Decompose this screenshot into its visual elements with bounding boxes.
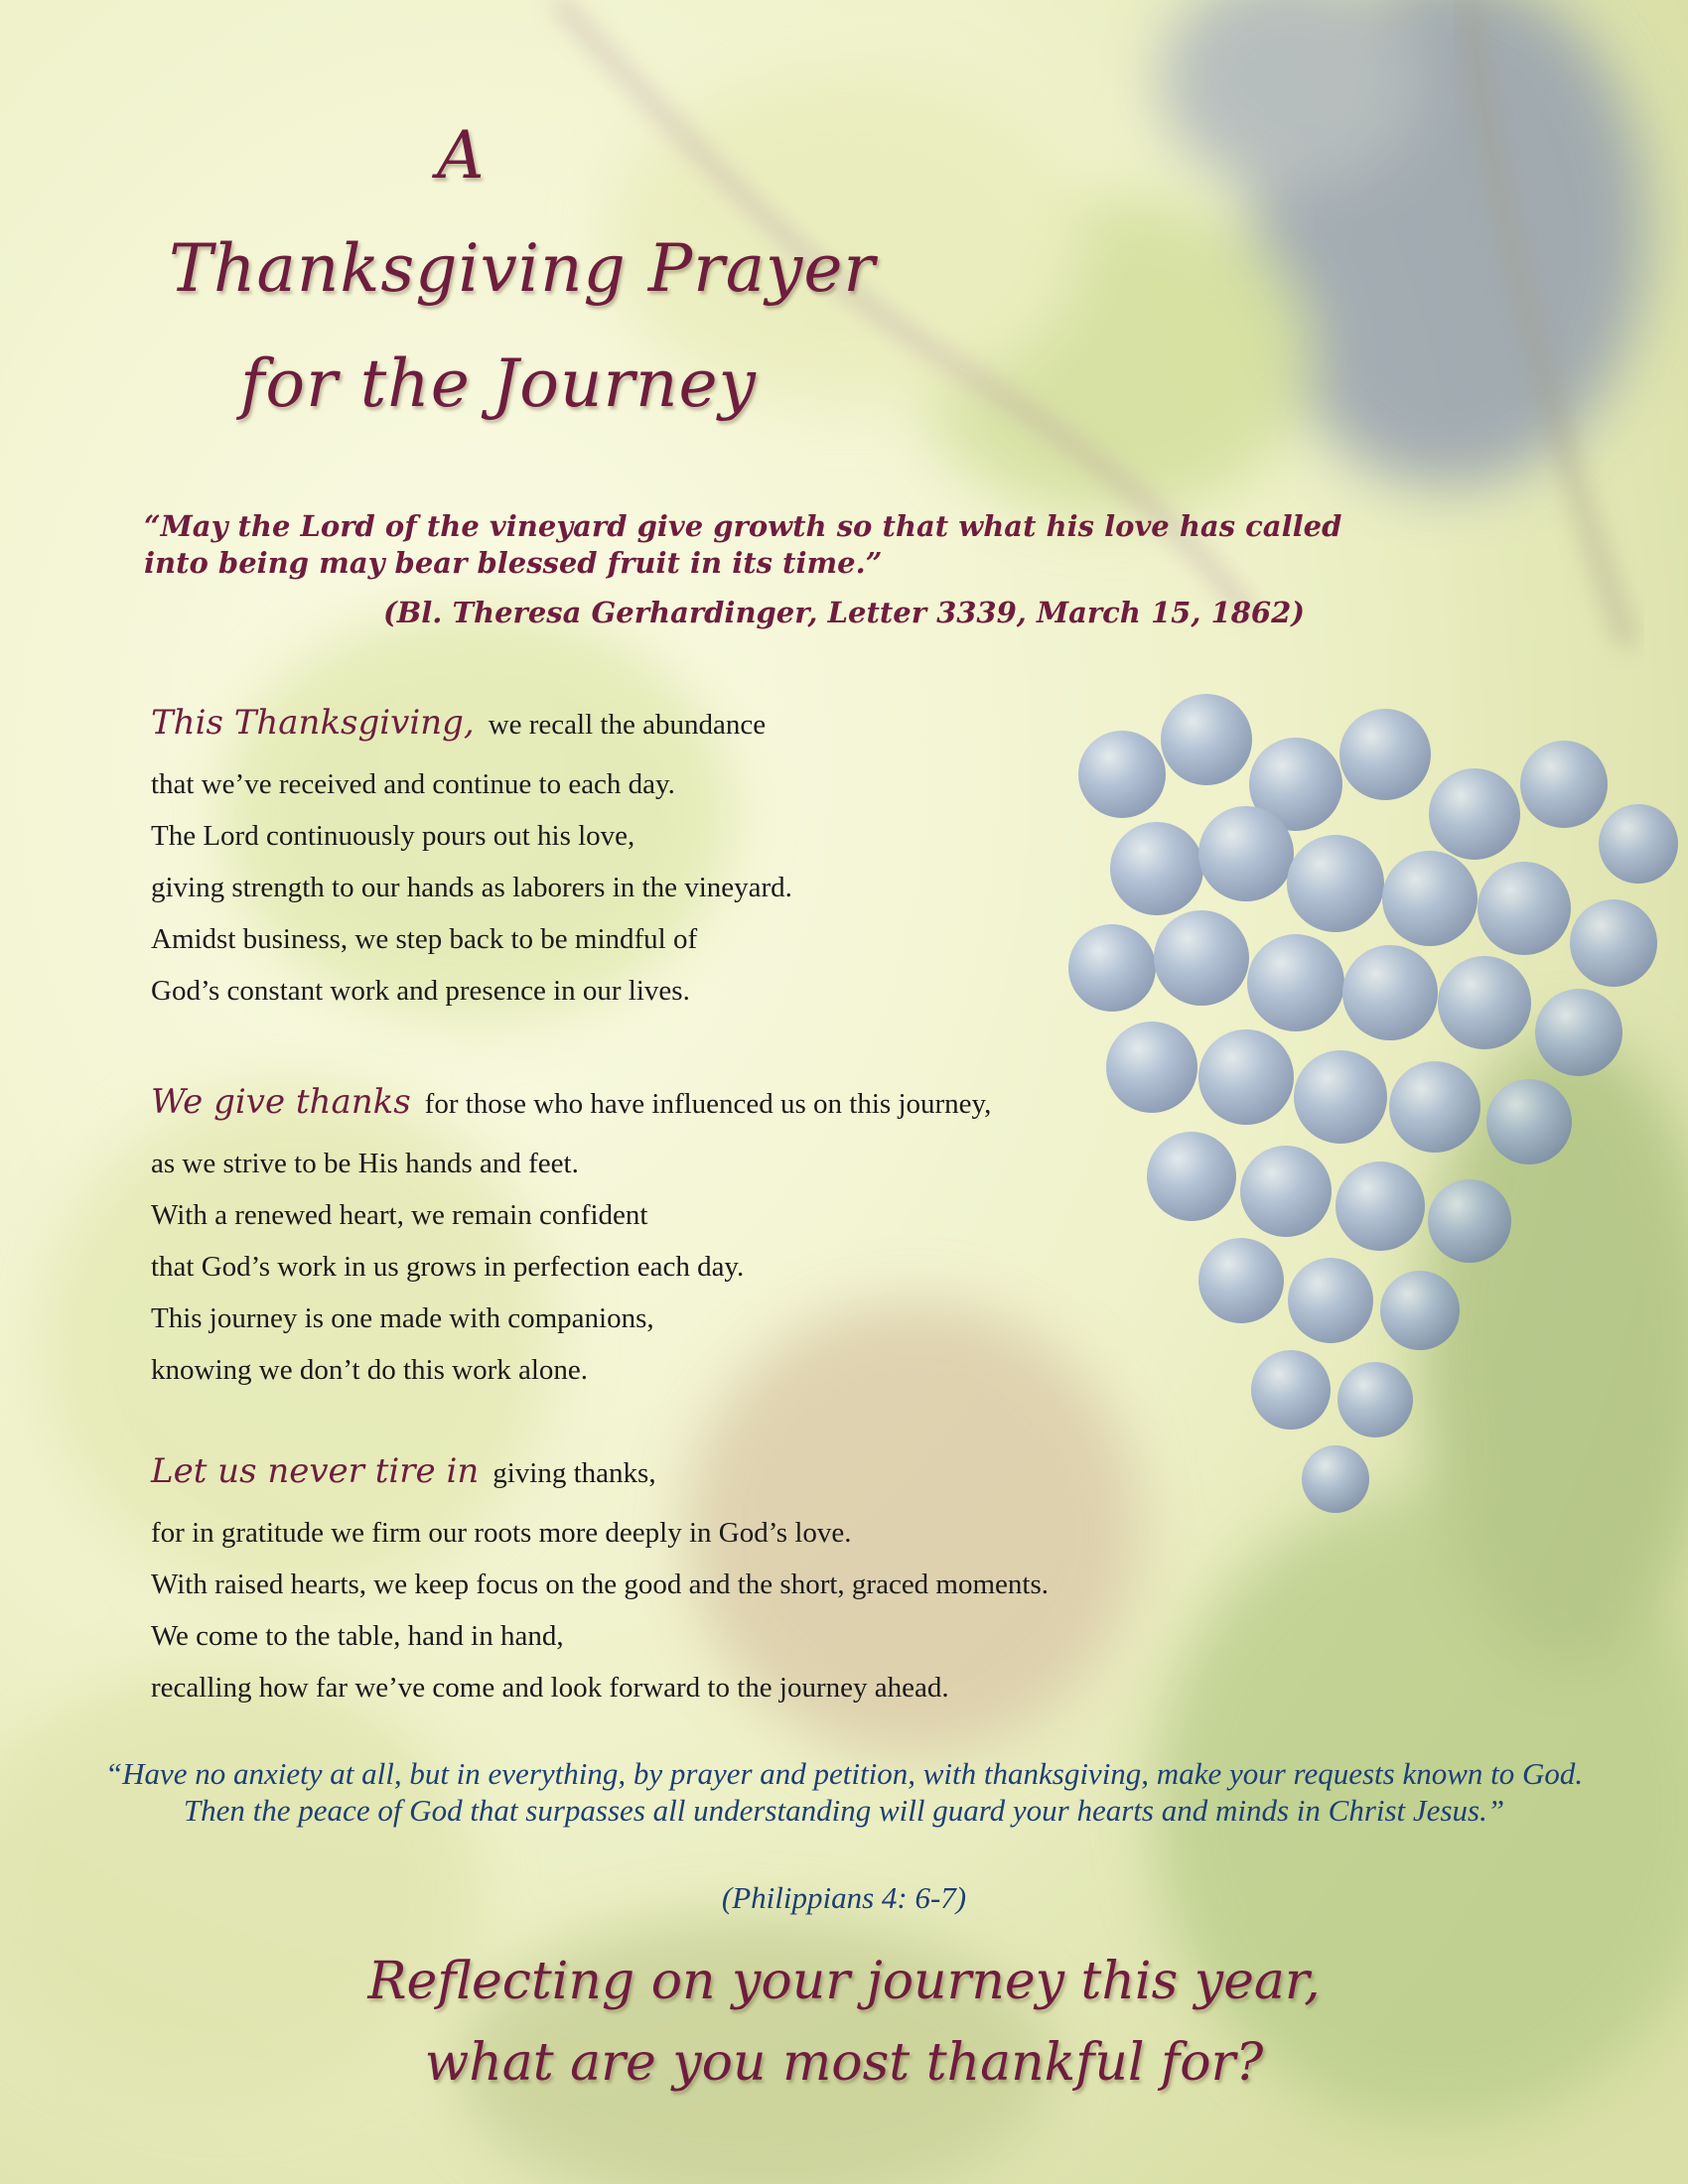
stanza-line: God’s constant work and presence in our lives. — [151, 975, 690, 1007]
title-line-1: A — [437, 117, 486, 194]
stanza-line: We come to the table, hand in hand, — [151, 1620, 564, 1652]
stanza-line: that we’ve received and continue to each day. — [151, 768, 675, 800]
stanza-2 — [151, 1066, 1293, 1396]
title-line-3: for the Journey — [240, 345, 757, 422]
stanza-3 — [151, 1435, 1293, 1713]
stanza-line — [151, 1435, 1293, 1507]
opening-quote-source: (Bl. Theresa Gerhardinger, Letter 3339, March 15, 1862) — [383, 596, 1305, 629]
stanza-line: With raised hearts, we keep focus on the good and the short, graced moments. — [151, 1569, 1050, 1600]
stanza-lead: We give thanks — [151, 1082, 411, 1122]
closing-question-line-1: Reflecting on your journey this year, — [367, 1952, 1321, 2011]
stanza-line: as we strive to be His hands and feet. — [151, 1148, 579, 1179]
stanza-line: With a renewed heart, we remain confident — [151, 1199, 648, 1231]
stanza-line-text: we recall the abundance — [488, 709, 767, 741]
stanza-line: knowing we don’t do this work alone. — [151, 1354, 589, 1386]
scripture-quote-source: (Philippians 4: 6-7) — [721, 1880, 967, 1915]
stanza-line: that God’s work in us grows in perfection each day. — [151, 1251, 745, 1283]
stanza-line-text: giving thanks, — [492, 1457, 656, 1489]
stanza-1 — [151, 687, 1293, 1017]
stanza-line: recalling how far we’ve come and look forward to the journey ahead. — [151, 1672, 949, 1704]
stanza-line: The Lord continuously pours out his love, — [151, 820, 635, 852]
closing-question-line-2: what are you most thankful for? — [424, 2033, 1264, 2093]
stanza-line-text: for those who have influenced us on this journey, — [424, 1088, 992, 1120]
stanza-line: Amidst business, we step back to be mindful of — [151, 923, 698, 955]
stanza-line: giving strength to our hands as laborers in the vineyard. — [151, 872, 792, 903]
stanza-line — [151, 687, 1293, 758]
opening-quote: “May the Lord of the vineyard give growth so that what his love has called into being may bear blessed fruit in its time.” — [144, 509, 1342, 580]
stanza-lead: Let us never tire in — [151, 1451, 480, 1491]
stanza-line: This journey is one made with companions, — [151, 1302, 654, 1334]
stanza-line — [151, 1066, 1293, 1138]
stanza-lead: This Thanksgiving, — [151, 703, 475, 743]
scripture-quote: “Have no anxiety at all, but in everything, by prayer and petition, with thanksgiving, make your requests known to God. Then the peace of God that surpasses all understanding will guard your hearts and minds in Christ Jesus.” — [104, 1756, 1584, 1828]
stanza-line: for in gratitude we firm our roots more deeply in God’s love. — [151, 1517, 852, 1549]
title-line-2: Thanksgiving Prayer — [169, 230, 876, 307]
